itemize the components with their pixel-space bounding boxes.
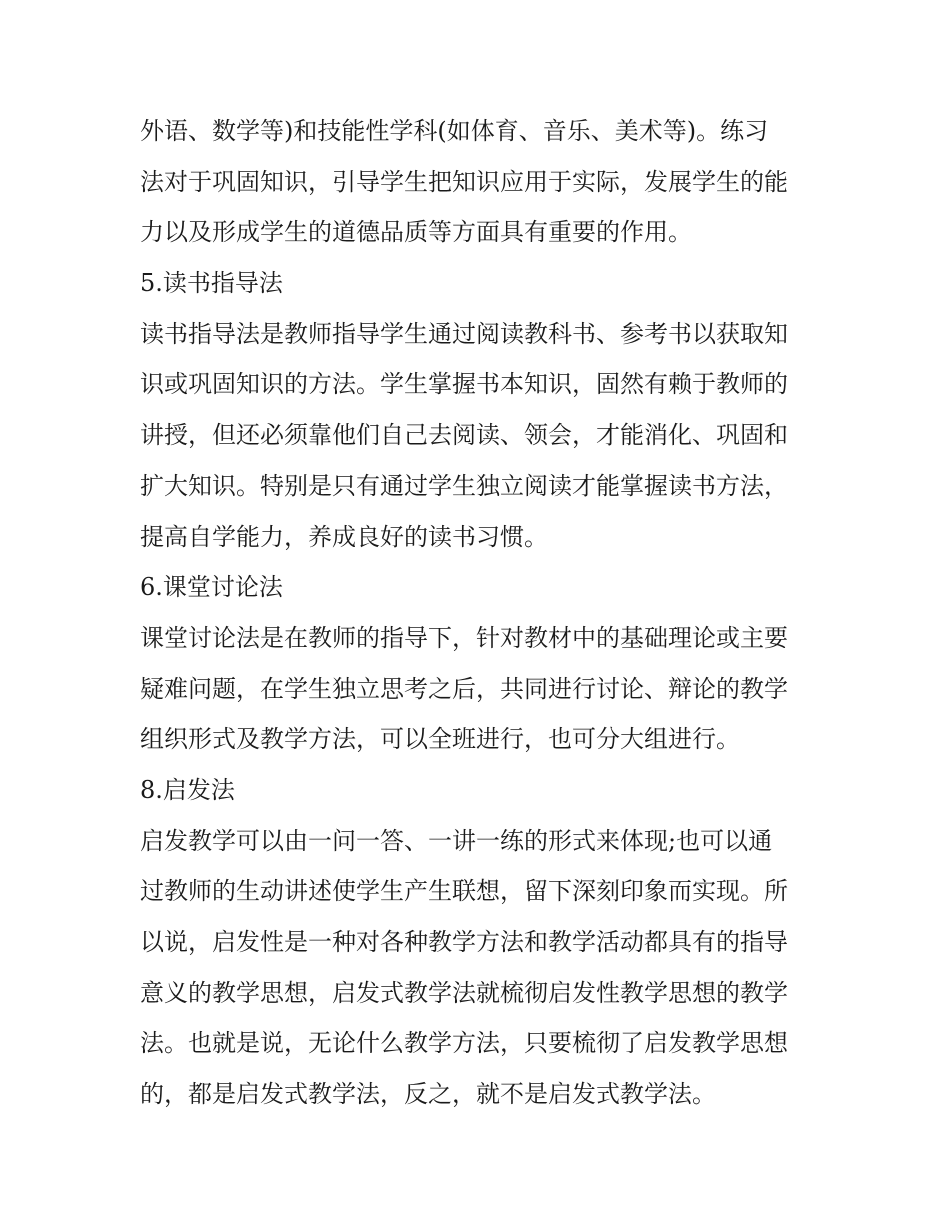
text-line: 疑难问题，在学生独立思考之后，共同进行讨论、辩论的教学	[140, 674, 788, 703]
text-line: 读书指导法是教师指导学生通过阅读教科书、参考书以获取知	[140, 319, 788, 348]
text-line: 力以及形成学生的道德品质等方面具有重要的作用。	[140, 218, 692, 247]
section-heading-reading-guidance: 5.读书指导法	[140, 269, 283, 298]
section-heading-class-discussion: 6.课堂讨论法	[140, 573, 283, 602]
document-body	[140, 106, 820, 1120]
text-line: 识或巩固知识的方法。学生掌握书本知识，固然有赖于教师的	[140, 370, 788, 399]
paragraph-class-discussion	[140, 613, 820, 765]
text-line: 扩大知识。特别是只有通过学生独立阅读才能掌握读书方法，	[140, 471, 788, 500]
text-line: 过教师的生动讲述使学生产生联想，留下深刻印象而实现。所	[140, 877, 788, 906]
text-line: 提高自学能力，养成良好的读书习惯。	[140, 522, 548, 551]
text-line: 的，都是启发式教学法，反之，就不是启发式教学法。	[140, 1080, 716, 1109]
text-line: 讲授，但还必须靠他们自己去阅读、领会，才能消化、巩固和	[140, 421, 788, 450]
text-line: 组织形式及教学方法，可以全班进行，也可分大组进行。	[140, 725, 740, 754]
section-heading-heuristic: 8.启发法	[140, 775, 235, 804]
text-line: 意义的教学思想，启发式教学法就梳彻启发性教学思想的教学	[140, 978, 788, 1007]
text-line: 外语、数学等)和技能性学科(如体育、音乐、美术等)。练习	[140, 117, 769, 145]
paragraph-reading-guidance	[140, 309, 820, 562]
text-line: 课堂讨论法是在教师的指导下，针对教材中的基础理论或主要	[140, 623, 788, 652]
paragraph-heuristic	[140, 816, 820, 1120]
text-line: 法。也就是说，无论什么教学方法，只要梳彻了启发教学思想	[140, 1029, 788, 1058]
text-line: 以说，启发性是一种对各种教学方法和教学活动都具有的指导	[140, 928, 788, 956]
text-line: 启发教学可以由一问一答、一讲一练的形式来体现;也可以通	[140, 826, 773, 855]
paragraph-intro	[140, 106, 820, 258]
text-line: 法对于巩固知识，引导学生把知识应用于实际，发展学生的能	[140, 167, 788, 196]
